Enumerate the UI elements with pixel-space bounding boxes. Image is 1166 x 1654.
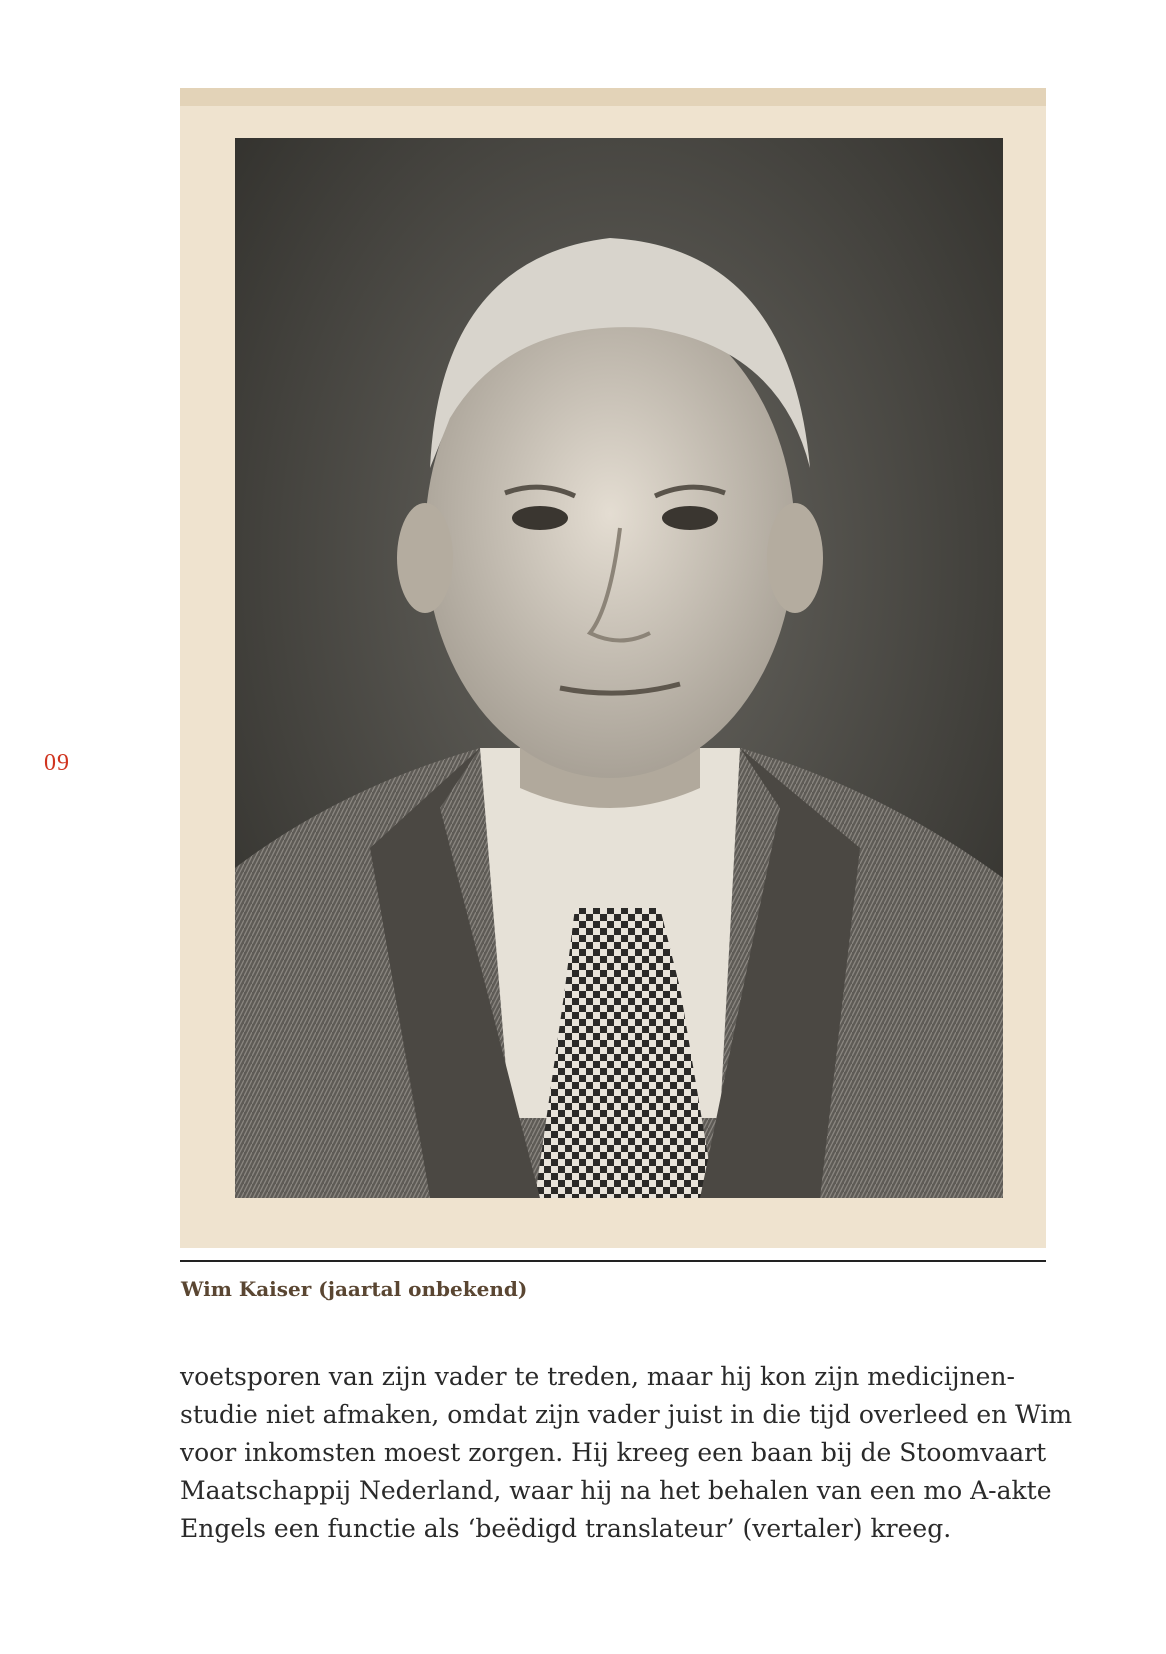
body-line: studie niet afmaken, omdat zijn vader juist in die tijd overleed en Wim (180, 1400, 1073, 1429)
body-line: voetsporen van zijn vader te treden, maar hij kon zijn medicijnen- (180, 1362, 1015, 1391)
page-number: 09 (44, 750, 70, 776)
body-line: Maatschappij Nederland, waar hij na het behalen van een mo A-akte (180, 1476, 1052, 1505)
caption-divider (180, 1260, 1046, 1262)
body-paragraph (180, 1358, 1073, 1548)
portrait-photo (180, 88, 1046, 1248)
body-line: voor inkomsten moest zorgen. Hij kreeg een baan bij de Stoomvaart (180, 1438, 1047, 1467)
photo-caption: Wim Kaiser (jaartal onbekend) (181, 1277, 528, 1301)
body-line: Engels een functie als ‘beëdigd translateur’ (vertaler) kreeg. (180, 1514, 952, 1543)
